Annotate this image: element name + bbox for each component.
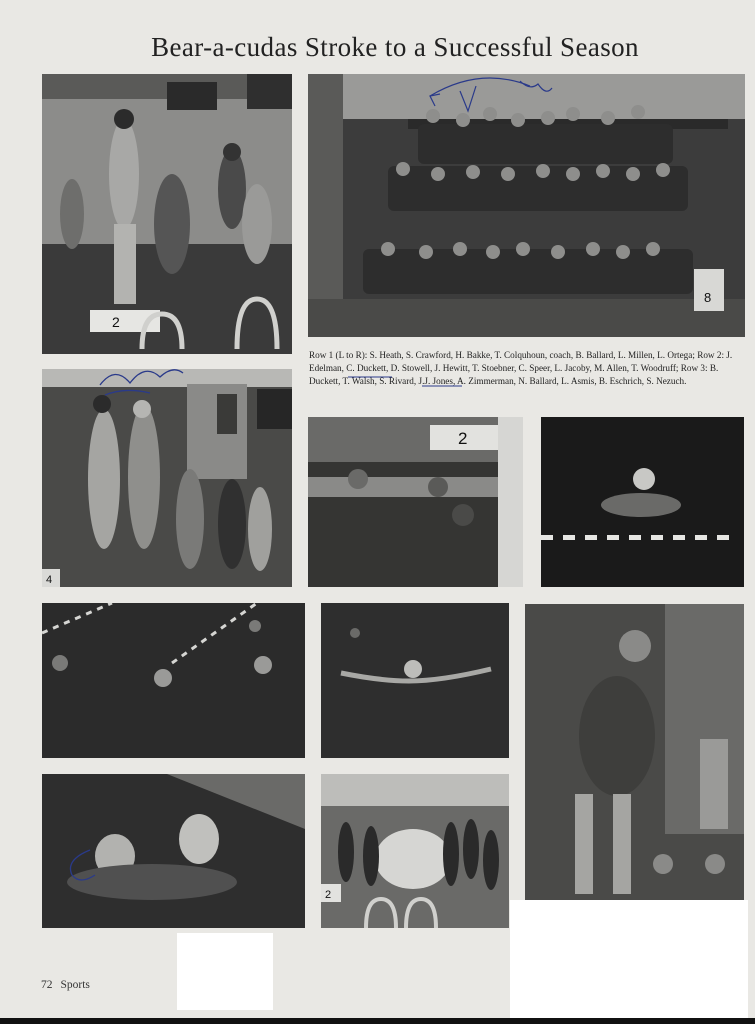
photo-team-block (321, 774, 509, 928)
photo-caption: Row 1 (L to R): S. Heath, S. Crawford, H. Bakke, T. Colquhoun, coach, B. Ballard, L. Millen, L. Ortega; Row 2: J. Edelman, C. Duckett, D. Stowell, J. Hewitt, T. Stoebner, C. Speer, L. Jacoby, M. Allen, T. Woodruff; Row 3: B. Duckett, T. Walsh, S. Rivard, J.J. Jones, A. Zimmerman, N. Ballard, L. Asmis, B. Eschrich, S. Nezuch. (309, 350, 733, 386)
photo-swimmers-posing (42, 369, 292, 587)
block-number: 2 (325, 889, 332, 901)
photo-swimmers-starting-block (42, 74, 292, 354)
bottom-edge (0, 1018, 755, 1024)
photo-butterfly (321, 603, 509, 758)
block-number: 2 (458, 429, 468, 448)
photo-swimmer-night (541, 417, 744, 587)
blank-block (177, 933, 273, 1010)
block-number: 2 (112, 314, 120, 330)
section-name: Sports (60, 979, 90, 991)
photo-coach (525, 604, 744, 900)
page-number: 72 (41, 979, 53, 991)
photo-team-group (308, 74, 745, 337)
page-title: Bear-a-cudas Stroke to a Successful Season (151, 32, 639, 62)
block-number: 8 (704, 290, 712, 305)
photo-two-swimmers (42, 774, 305, 928)
block-number: 4 (46, 574, 53, 586)
blank-block (510, 900, 748, 1018)
photo-pool-lanes (42, 603, 305, 758)
photo-lane-two (308, 417, 523, 587)
page-folio (41, 979, 98, 991)
